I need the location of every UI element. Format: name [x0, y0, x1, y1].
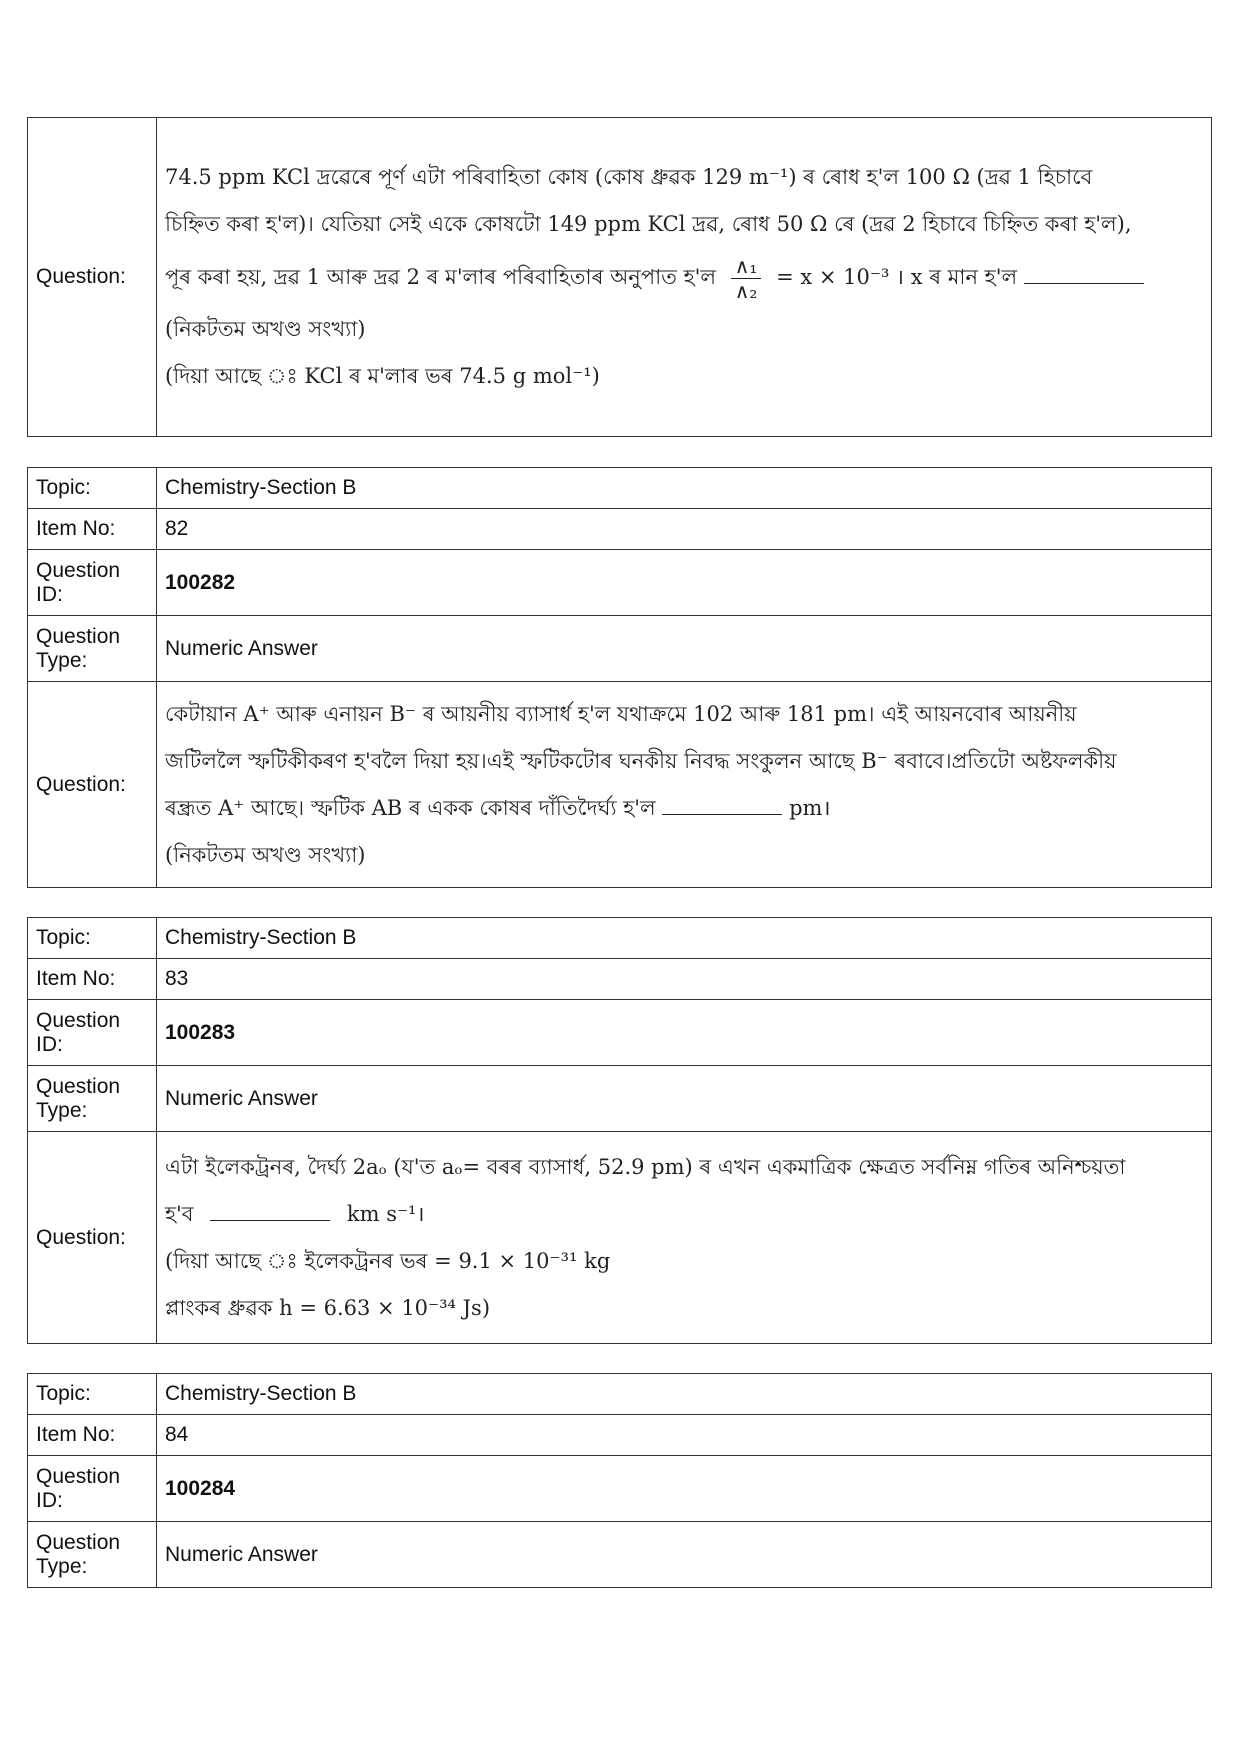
question-line: ৰন্ধ্ৰত A⁺ আছে। স্ফটিক AB ৰ একক কোষৰ দাঁতিদৈৰ্ঘ্য হ'ল — [165, 795, 656, 820]
question-line: (দিয়া আছে ঃ KCl ৰ ম'লাৰ ভৰ 74.5 g mol⁻¹) — [165, 364, 600, 388]
question-type-value: Numeric Answer — [157, 1522, 1212, 1588]
question-line: pm। — [789, 795, 831, 820]
item-no-label: Item No: — [28, 959, 157, 1000]
question-table-82 — [27, 467, 1212, 888]
question-id-value: 100282 — [157, 550, 1212, 616]
molar-conductivity-ratio — [731, 254, 762, 303]
item-no-value: 83 — [157, 959, 1212, 1000]
question-type-label: Question Type: — [28, 616, 157, 682]
question-line: কেটায়ান A⁺ আৰু এনায়ন B⁻ ৰ আয়নীয় ব্যাসাৰ্ধ হ'ল যথাক্ৰমে 102 আৰু 181 pm। এই আয়নবোৰ আয়নীয় — [165, 701, 1077, 726]
question-line: 74.5 ppm KCl দ্ৰৱেৰে পূৰ্ণ এটা পৰিবাহিতা কোষ (কোষ ধ্ৰুৱক 129 m⁻¹) ৰ ৰোধ হ'ল 100 Ω (দ্ৰৱ 1 হিচাবে — [165, 165, 1093, 189]
question-table-83 — [27, 917, 1212, 1344]
topic-row — [28, 918, 1212, 959]
question-row — [28, 682, 1212, 888]
question-line: (নিকটতম অখণ্ড সংখ্যা) — [165, 317, 366, 341]
topic-value: Chemistry-Section B — [157, 918, 1212, 959]
topic-label: Topic: — [28, 918, 157, 959]
topic-label: Topic: — [28, 1374, 157, 1415]
answer-blank — [662, 813, 782, 815]
topic-label: Topic: — [28, 468, 157, 509]
question-type-row — [28, 1522, 1212, 1588]
question-line-blank — [165, 1191, 1203, 1238]
question-line-blank — [165, 785, 1203, 832]
question-text — [157, 118, 1212, 437]
item-no-label: Item No: — [28, 1415, 157, 1456]
fraction-numerator: ∧₁ — [731, 254, 762, 279]
topic-value: Chemistry-Section B — [157, 468, 1212, 509]
item-no-row — [28, 509, 1212, 550]
fraction-denominator: ∧₂ — [734, 279, 758, 303]
question-id-value: 100284 — [157, 1456, 1212, 1522]
question-line: চিহ্নিত কৰা হ'ল)। যেতিয়া সেই একে কোষটো 149 ppm KCl দ্ৰৱ, ৰোধ 50 Ω ৰে (দ্ৰৱ 2 হিচাবে চিহ্নিত কৰা হ'ল), — [165, 212, 1132, 236]
item-no-value: 82 — [157, 509, 1212, 550]
question-id-row — [28, 1000, 1212, 1066]
question-id-label: Question ID: — [28, 1000, 157, 1066]
question-type-label: Question Type: — [28, 1522, 157, 1588]
item-no-row — [28, 959, 1212, 1000]
answer-blank — [1024, 282, 1144, 284]
question-table-84 — [27, 1373, 1212, 1588]
question-type-row — [28, 1066, 1212, 1132]
question-type-value: Numeric Answer — [157, 616, 1212, 682]
question-text — [157, 682, 1212, 888]
item-no-value: 84 — [157, 1415, 1212, 1456]
question-line-fraction — [165, 248, 1203, 306]
question-line: জটিললৈ স্ফটিকীকৰণ হ'বলৈ দিয়া হয়।এই স্ফটিকটোৰ ঘনকীয় নিবদ্ধ সংকুলন আছে B⁻ ৰবাবে।প্ৰতিটো অষ্টফলকীয় — [165, 748, 1117, 773]
question-id-row — [28, 550, 1212, 616]
topic-row — [28, 468, 1212, 509]
question-table-prev — [27, 117, 1212, 437]
question-type-value: Numeric Answer — [157, 1066, 1212, 1132]
question-label: Question: — [28, 1132, 157, 1344]
question-id-value: 100283 — [157, 1000, 1212, 1066]
question-type-row — [28, 616, 1212, 682]
question-line: প্লাংকৰ ধ্ৰুৱক h = 6.63 × 10⁻³⁴ Js) — [165, 1295, 491, 1320]
question-id-label: Question ID: — [28, 1456, 157, 1522]
question-line: এটা ইলেকট্ৰনৰ, দৈৰ্ঘ্য 2aₒ (য'ত aₒ= বৰৰ ব্যাসাৰ্ধ, 52.9 pm) ৰ এখন একমাত্ৰিক ক্ষেত্ৰত সৰ্বনিম্ন গতিৰ অনিশ্চয়তা — [165, 1154, 1126, 1179]
question-row — [28, 118, 1212, 437]
topic-value: Chemistry-Section B — [157, 1374, 1212, 1415]
question-label: Question: — [28, 682, 157, 888]
question-line: পূৰ কৰা হয়, দ্ৰৱ 1 আৰু দ্ৰৱ 2 ৰ ম'লাৰ পৰিবাহিতাৰ অনুপাত হ'ল — [165, 265, 717, 289]
question-text — [157, 1132, 1212, 1344]
question-row — [28, 1132, 1212, 1344]
item-no-row — [28, 1415, 1212, 1456]
question-id-label: Question ID: — [28, 550, 157, 616]
question-type-label: Question Type: — [28, 1066, 157, 1132]
question-line: km s⁻¹। — [346, 1201, 425, 1226]
answer-blank — [210, 1219, 330, 1221]
question-line: (নিকটতম অখণ্ড সংখ্যা) — [165, 842, 366, 867]
question-line: (দিয়া আছে ঃ ইলেকট্ৰনৰ ভৰ = 9.1 × 10⁻³¹ kg — [165, 1248, 611, 1273]
item-no-label: Item No: — [28, 509, 157, 550]
question-id-row — [28, 1456, 1212, 1522]
question-line: হ'ব — [165, 1201, 194, 1226]
question-label: Question: — [28, 118, 157, 437]
question-line: = x × 10⁻³ । x ৰ মান হ'ল — [776, 265, 1018, 289]
topic-row — [28, 1374, 1212, 1415]
